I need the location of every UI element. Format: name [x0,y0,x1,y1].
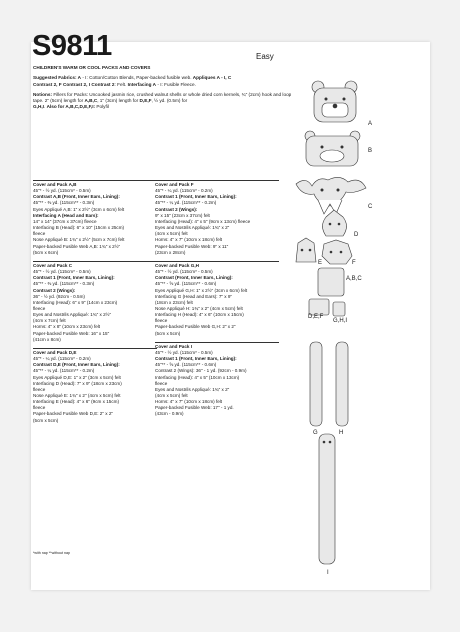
section-heading: Cover and Pack G,H [155,262,199,268]
yardage-line: 36" - ½ yd. (92cm - 0.5m) [33,293,85,299]
label-d: D [354,232,359,238]
yardage-line: Paper-backed Fusible Web D,E: 2" x 2" [33,411,114,417]
yardage-line: (4cm x 7cm) felt [33,318,66,324]
view-h-illustration [336,342,348,426]
yardage-line: Eyes and Nostrils Appliqué: 1¾" x 2" [155,225,230,231]
view-i-illustration [319,434,335,564]
yardage-line: Paper-backed Fusible Web A,B: 1¾" x 2½" [33,243,121,249]
yardage-line: Eyes Appliqué D,E: 1" x 2" (3cm x 5cm) felt [33,374,121,380]
yardage-line: Nose Appliqué B: 1¾" x 2½" (5cm x 7cm) felt [33,237,125,243]
yardage-line: 45"* - ½ yd. (115cm* - 0.5m) [33,188,91,194]
yardage-line: Paper-backed Fusible Web: 16" x 15" [33,330,110,336]
yardage-line: 45"** - ⅜ yd. (115cm** - 0.3m) [33,200,95,206]
yardage-line: Interfacing G (Head and Ears): 7" x 9" [155,293,233,299]
yardage-line: Contrast 1 (Front, Inner Ears, Lining): [155,356,237,362]
yardage-line: fleece [155,380,168,386]
suggested-fabrics: Suggested Fabrics: A - I: Cotton/Cotton Blends, Paper-backed fusible web. Appliques A - I, C Contrast 2, F Contrast 2, I Contrast 2: Felt. Interfacing A - I: Fusible Fleece. [33,75,232,87]
yardage-line: fleece [33,305,46,311]
yardage-line: fleece [33,231,46,237]
yardage-line: (41cm x 8cm) [33,336,61,342]
label-e: E [318,260,323,266]
yardage-line: (4cm x 5cm) felt [155,393,188,398]
yardage-line: Interfacing A (Head and Ears): [33,212,99,218]
view-g-illustration [310,342,322,426]
yardage-line: (5cm x 5cm) [33,417,59,423]
yardage-line: fleece [33,405,46,411]
yardage-line: 45"** - ¼ yd. (115cm** - 0.2m) [155,200,217,206]
yardage-line: Horns: 4" x 7" (10cm x 18cm) felt [155,399,223,405]
yardage-line: Interfacing B (Head): 6" x 10" (15cm x 25cm) [33,225,125,231]
yardage-line: 45"* - ¼ yd. (115cm* - 0.2m) [33,356,91,362]
yardage-line: (18cm x 23cm) felt [155,299,193,305]
section-heading: Cover and Pack D,E [33,349,77,355]
view-b-illustration [305,131,360,166]
yardage-line: Nose Appliqué H: 1¾" x 2" (4cm x 5cm) felt [155,305,243,311]
yardage-line: Eyes and Nostrils Appliqué: 1¾" x 2" [155,386,230,392]
yardage-line: Paper-backed Fusible Web G,H: 2" x 2" [155,324,236,330]
view-f-illustration [322,240,352,264]
yardage-line: Horns: 4" x 8" (10cm x 23cm) felt [33,324,101,330]
yardage-line: Eyes Appliqué A,B: 1" x 2½" (3cm x 6cm) felt [33,206,125,212]
view-e-illustration [296,238,316,262]
label-g: G [313,430,318,436]
yardage-line: 45"* - ½ yd. (115cm* - 0.5m) [155,269,213,275]
yardage-line: Contrast D,E (Front, Inner Ears, Lining): [33,362,120,368]
view-a-bear-illustration [312,81,357,122]
yardage-line: Interfacing (Head): 6" x 9" (14cm x 23cm) [33,299,118,305]
yardage-line: (43cm - 0.9m) [155,411,184,417]
yardage-line: Interfacing (Head): 4" x 5" (9cm x 13cm) fleece [155,218,251,224]
view-c-dragon-illustration [296,177,366,214]
label-a: A [368,121,373,127]
label-h: H [339,430,344,436]
yardage-line: 45"* - ½ yd. (115cm* - 0.5m) [33,269,91,275]
yardage-line: Contrast 1 (Front, Inner Ears, Lining): [33,275,115,281]
footnote: *with nap **without nap [33,551,70,555]
yardage-line: fleece [33,386,46,392]
yardage-line: Interfacing H (Head): 4" x 6" (10cm x 15cm) [155,312,244,318]
yardage-line: Contrast (Front, Inner Ears, Lining): [155,275,233,281]
view-d-illustration [323,210,347,236]
yardage-line: (5cm x 6cm) [33,249,59,255]
yardage-line: Interfacing E (Head): 4" x 6" (9cm x 15cm) [33,399,119,405]
yardage-line: 45"** - ¼ yd. (115cm** - 0.2m) [33,368,95,374]
difficulty-label: Easy [256,52,274,61]
packs-g-h-i-illustration [333,302,345,316]
label-c: C [368,204,373,210]
yardage-line: Contrast 2 (Wings): [33,287,76,293]
section-heading: Cover and Pack I [155,343,193,349]
packs-a-b-c-illustration [318,268,344,296]
label-def: D,E,F [308,314,324,320]
yardage-line: Nose Appliqué E: 1¾" x 2" (4cm x 5cm) felt [33,393,121,398]
yardage-line: (4cm x 5cm) felt [155,231,188,237]
yardage-line: 45"** - ⅜ yd. (115cm** - 0.3m) [33,281,95,287]
label-abc: A,B,C [346,276,362,282]
packs-d-e-f-illustration [309,299,329,315]
label-f: F [352,260,356,266]
label-ghi: G,H,I [333,318,348,324]
yardage-line: 14" x 14" (37cm x 37cm) fleece [33,218,97,224]
yardage-line: Horns: 4" x 7" (10cm x 18cm) felt [155,237,223,243]
yardage-line: 9" x 15" (23cm x 37cm) felt [155,212,210,218]
pattern-title: CHILDREN'S WARM OR COOL PACKS AND COVERS [33,65,151,70]
label-i: I [327,570,329,576]
yardage-line: Paper-backed Fusible Web: 9" x 11" [155,243,229,249]
yardage-line: Contrast A,B (Front, Inner Ears, Lining): [33,194,120,200]
yardage-line: (23cm x 28cm) [155,249,186,255]
label-b: B [368,148,373,154]
yardage-line: 45"** - ⅝ yd. (115cm** - 0.6m) [155,281,217,287]
yardage-line: Interfacing (Head): 4" x 5" (10cm x 13cm) [155,374,240,380]
yardage-line: Interfacing D (Head): 7" x 9" (18cm x 23cm) [33,380,122,386]
pattern-number: S9811 [32,30,112,62]
yardage-line: Eyes and Nostrils Appliqué: 1¾" x 2½" [33,312,112,318]
yardage-line: Contrast 2 (Wings): 36" - 1 yd. (92cm - 0.9m) [155,368,247,374]
section-heading: Cover and Pack F [155,182,194,187]
yardage-line: Eyes Appliqué G,H: 1" x 2½" (3cm x 6cm) felt [155,287,248,293]
yardage-line: 45"* - ¼ yd. (115cm* - 0.2m) [155,188,213,194]
yardage-line: Contrast 1 (Front, Inner Ears, Lining): [155,194,237,200]
yardage-line: Contrast 2 (Wings): [155,206,198,212]
yardage-line: Paper-backed Fusible Web: 17" - 1 yd. [155,405,234,411]
yardage-line: 45"* - ½ yd. (115cm* - 0.5m) [155,349,213,355]
section-heading: Cover and Pack C [33,262,73,268]
yardage-line: (5cm x 5cm) [155,330,181,336]
section-heading: Cover and Pack A,B [33,182,77,187]
yardage-line: 45"** - ⅝ yd. (115cm** - 0.6m) [155,362,217,368]
yardage-line: fleece [155,318,168,324]
notions: Notions: Fillers for Packs: Uncooked jasmin rice, crushed walnut shells or whole dried corn kernels, ¾" (2cm) hook and loop tape. 2" (5cm) length for A,B,C, 1" (3cm) length for D,E,F, ½ yd. (0.5m) for G,H,I. Also for A,B,C,D,E,F,I: Polyfil [33,91,292,110]
